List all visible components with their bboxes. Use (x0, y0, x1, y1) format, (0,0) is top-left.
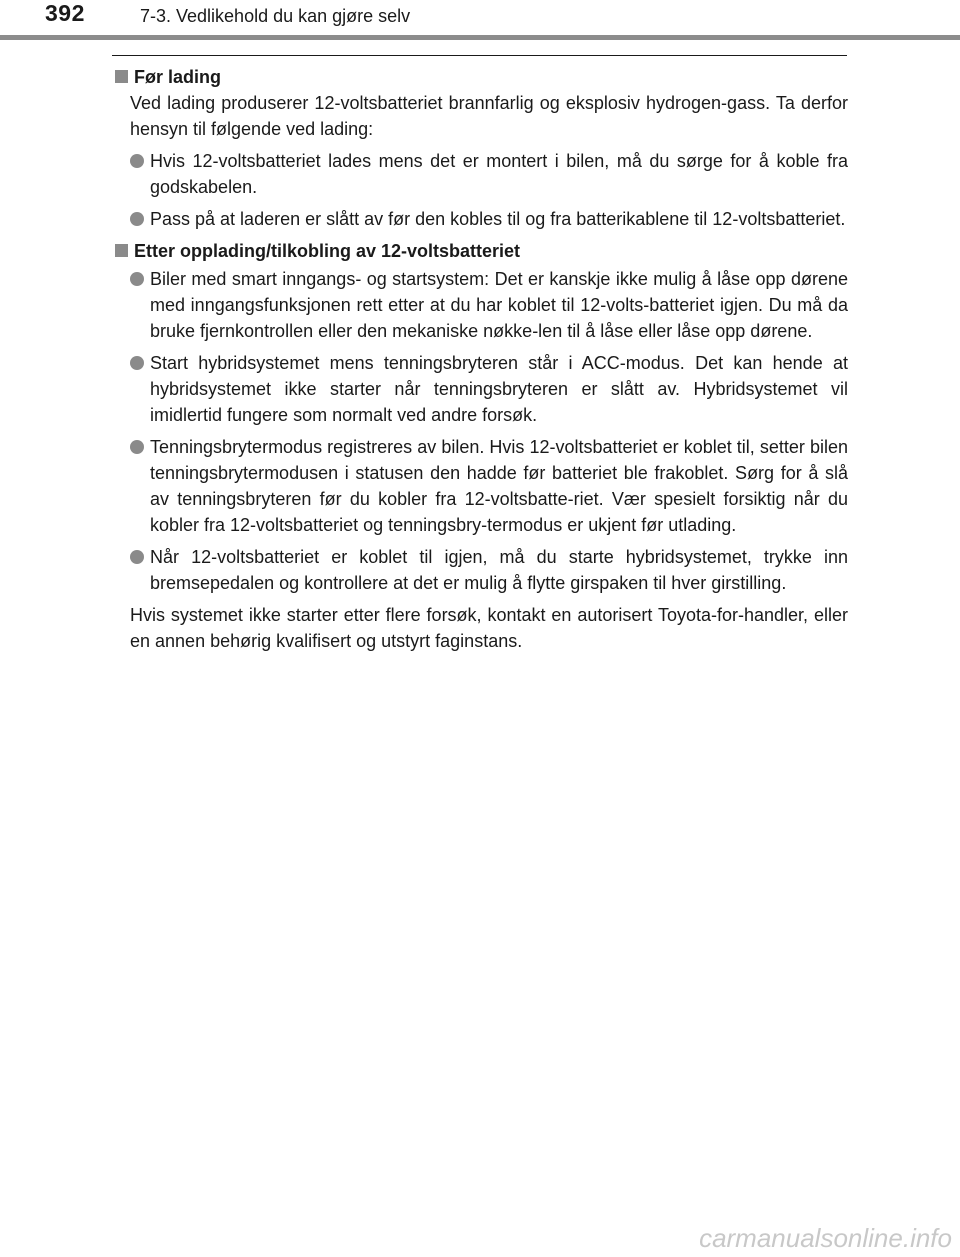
section-intro-paragraph: Ved lading produserer 12-voltsbatteriet brannfarlig og eksplosiv hydrogen-gass. Ta derfor hensyn til følgende ved lading: (130, 93, 848, 139)
list-item (130, 350, 848, 428)
section-heading-after-charging (112, 238, 848, 264)
list-item-text: Pass på at laderen er slått av før den kobles til og fra batterikablene til 12-voltsbatteriet. (150, 209, 846, 229)
circle-bullet-icon (130, 356, 144, 370)
circle-bullet-icon (130, 440, 144, 454)
chapter-title: 7-3. Vedlikehold du kan gjøre selv (140, 6, 411, 26)
square-bullet-icon (115, 70, 128, 83)
square-bullet-icon (115, 244, 128, 257)
circle-bullet-icon (130, 550, 144, 564)
watermark: carmanualsonline.info (699, 1223, 952, 1253)
list-item-text: Når 12-voltsbatteriet er koblet til igjen, må du starte hybridsystemet, trykke inn bremsepedalen og kontrollere at det er mulig å flytte girspaken til hver girstilling. (150, 547, 848, 593)
list-item (130, 206, 848, 232)
list-item-text: Start hybridsystemet mens tenningsbryteren står i ACC-modus. Det kan hende at hybridsystemet ikke starter når tenningsbryteren er slått av. Hybridsystemet vil imidlertid fungere som normalt ved andre forsøk. (150, 353, 848, 425)
header-rule (0, 35, 960, 40)
closing-paragraph: Hvis systemet ikke starter etter flere forsøk, kontakt en autorisert Toyota-for-handler, eller en annen behørig kvalifisert og utstyrt faginstans. (130, 605, 848, 651)
list-item (130, 434, 848, 538)
section-heading-text: Før lading (134, 67, 221, 87)
page-header (0, 0, 960, 40)
content-divider (112, 55, 847, 56)
circle-bullet-icon (130, 272, 144, 286)
page-content (112, 64, 848, 654)
circle-bullet-icon (130, 154, 144, 168)
list-item-text: Hvis 12-voltsbatteriet lades mens det er montert i bilen, må du sørge for å koble fra godskabelen. (150, 151, 848, 197)
list-item-text: Tenningsbrytermodus registreres av bilen. Hvis 12-voltsbatteriet er koblet til, setter bilen tenningsbrytermodusen i statusen den hadde før batteriet ble frakoblet. Sørg for å slå av tenningsbryteren før du kobler fra 12-voltsbatte-riet. Vær spesielt forsiktig når du kobler fra 12-voltsbatteriet og tenningsbry-termodus er ukjent før utlading. (150, 437, 848, 535)
list-item (130, 544, 848, 596)
list-item (130, 266, 848, 344)
list-item-text: Biler med smart inngangs- og startsystem: Det er kanskje ikke mulig å låse opp dørene med inngangsfunksjonen rett etter at du har koblet til 12-volts-batteriet igjen. Du må da bruke fjernkontrollen eller den mekaniske nøkke-len til å låse eller låse opp dørene. (150, 269, 848, 341)
page-number: 392 (45, 0, 85, 26)
circle-bullet-icon (130, 212, 144, 226)
section-heading-text: Etter opplading/tilkobling av 12-voltsbatteriet (134, 241, 521, 261)
section-heading-before-charging (112, 64, 848, 90)
list-item (130, 148, 848, 200)
